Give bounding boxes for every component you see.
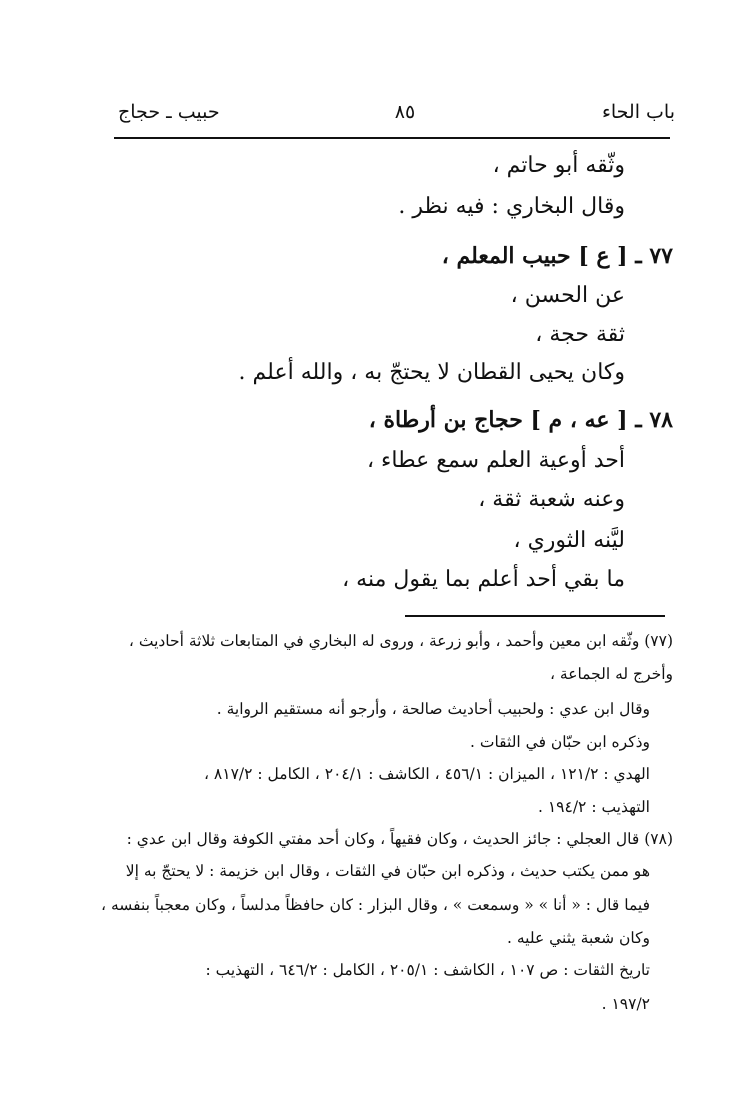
body-line: وعنه شعبة ثقة ، [478, 487, 625, 512]
entry-heading-78: ٧٨ ـ [ عه ، م ] حجاج بن أرطاة ، [368, 407, 673, 433]
footnote-line: وذكره ابن حبّان في الثقات . [470, 733, 650, 751]
header-entry-range: حبيب ـ حجاج [118, 101, 220, 123]
footnote-line: الهدي : ١٢١/٢ ، الميزان : ٤٥٦/١ ، الكاشف : ٢٠٤/١ ، الكامل : ٨١٧/٢ ، [203, 765, 650, 783]
body-line: وقال البخاري : فيه نظر . [398, 194, 625, 219]
entry-heading-77: ٧٧ ـ [ ع ] حبيب المعلم ، [441, 243, 673, 269]
footnote-separator [405, 615, 665, 617]
footnote-line: (٧٨) قال العجلي : جائز الحديث ، وكان فقيهاً ، وكان أحد مفتي الكوفة وقال ابن عدي : [126, 830, 673, 848]
footnote-line: وقال ابن عدي : ولحبيب أحاديث صالحة ، وأرجو أنه مستقيم الرواية . [216, 700, 650, 718]
footnote-line: هو ممن يكتب حديث ، وذكره ابن حبّان في الثقات ، وقال ابن خزيمة : لا يحتجّ به إلا [125, 862, 650, 880]
footnote-line: تاريخ الثقات : ص ١٠٧ ، الكاشف : ٢٠٥/١ ، الكامل : ٦٤٦/٢ ، التهذيب : [205, 961, 650, 979]
footnote-line: (٧٧) وثّقه ابن معين وأحمد ، وأبو زرعة ، وروى له البخاري في المتابعات ثلاثة أحاديث ، [128, 632, 673, 650]
header-rule [114, 137, 670, 139]
footnote-line: وأخرج له الجماعة ، [549, 665, 673, 683]
footnote-line: ١٩٧/٢ . [601, 995, 650, 1013]
footnote-line: وكان شعبة يثني عليه . [506, 929, 650, 947]
body-line: عن الحسن ، [510, 283, 625, 308]
footnote-line: فيما قال : « أنا » « وسمعت » ، وقال البزار : كان حافظاً مدلساً ، وكان معجباً بنفسه ، [101, 896, 650, 914]
header-chapter-title: باب الحاء [601, 101, 675, 123]
body-line: ثقة حجة ، [535, 322, 625, 347]
body-line: وكان يحيى القطان لا يحتجّ به ، والله أعلم . [238, 360, 625, 385]
footnote-line: التهذيب : ١٩٤/٢ . [538, 798, 650, 816]
body-line: أحد أوعية العلم سمع عطاء ، [366, 448, 625, 473]
page-number: ٨٥ [394, 101, 416, 123]
body-line: وثّقه أبو حاتم ، [492, 153, 625, 178]
body-line: ما بقي أحد أعلم بما يقول منه ، [342, 567, 625, 592]
body-line: ليَّنه الثوري ، [513, 528, 625, 553]
